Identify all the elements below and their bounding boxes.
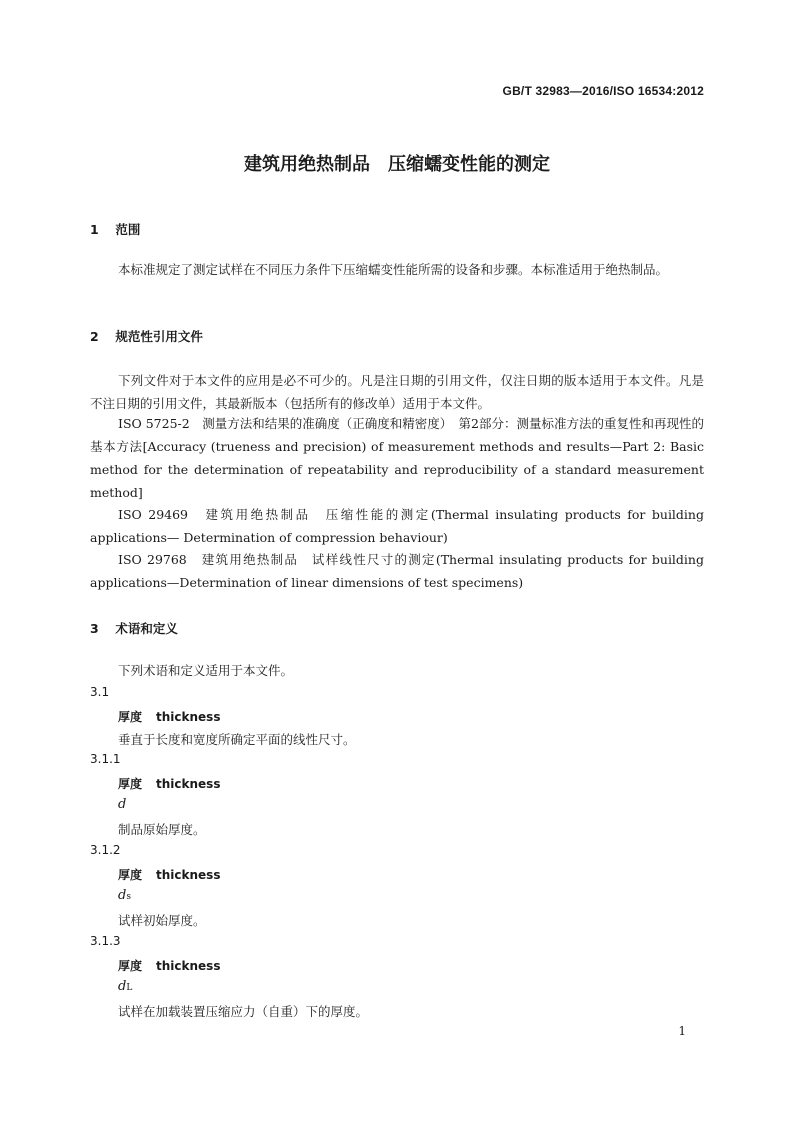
- term-heading: [118, 775, 220, 792]
- clause-number: 3.1.1: [90, 752, 121, 766]
- normative-intro-paragraph: 下列文件对于本文件的应用是必不可少的。凡是注日期的引用文件，仅注日期的版本适用于本文件。凡是不注日期的引用文件，其最新版本（包括所有的修改单）适用于本文件。: [90, 373, 704, 411]
- symbol-subscript: L: [126, 983, 133, 993]
- clause-number: 3.1: [90, 685, 110, 699]
- term-definition: 制品原始厚度。: [118, 822, 206, 837]
- symbol-letter: d: [118, 979, 127, 994]
- section-heading-normative-references: [90, 327, 203, 345]
- reference-iso-5725-2: ISO 5725-2 测量方法和结果的准确度（正确度和精密度） 第2部分：测量标准方法的重复性和再现性的基本方法[Accuracy (trueness and precision) of measurement methods and results—Part 2: Basic method for the determination of repeatability and reproducibility of a standard measurement method]: [90, 416, 704, 500]
- term-chinese: 厚度: [118, 777, 143, 791]
- reference-iso-29768: ISO 29768 建筑用绝热制品 试样线性尺寸的测定(Thermal insulating products for building applications—Determination of linear dimensions of test specimens): [90, 552, 704, 590]
- page-number: 1: [678, 1024, 686, 1038]
- section-number: 2: [90, 329, 99, 344]
- section-title: 范围: [115, 222, 141, 237]
- section-heading-terms-definitions: [90, 619, 178, 637]
- section-title: 术语和定义: [115, 621, 178, 636]
- symbol-letter: d: [118, 797, 127, 812]
- term-english: thickness: [156, 710, 221, 724]
- term-symbol: [118, 797, 126, 812]
- term-heading: [118, 708, 220, 725]
- term-chinese: 厚度: [118, 868, 143, 882]
- symbol-subscript: s: [126, 892, 131, 902]
- document-title: 建筑用绝热制品 压缩蠕变性能的测定: [244, 154, 550, 175]
- terms-intro-paragraph: 下列术语和定义适用于本文件。: [118, 663, 294, 678]
- term-english: thickness: [156, 868, 221, 882]
- term-definition: 试样初始厚度。: [118, 913, 206, 928]
- section-number: 3: [90, 621, 99, 636]
- term-heading: [118, 866, 220, 883]
- standard-code: GB/T 32983—2016/ISO 16534:2012: [502, 84, 704, 98]
- term-heading: [118, 957, 220, 974]
- term-definition: 试样在加载装置压缩应力（自重）下的厚度。: [118, 1004, 369, 1019]
- term-chinese: 厚度: [118, 959, 143, 973]
- term-symbol: [118, 979, 132, 994]
- section-title: 规范性引用文件: [115, 329, 203, 344]
- section-number: 1: [90, 222, 99, 237]
- term-english: thickness: [156, 959, 221, 973]
- scope-paragraph: 本标准规定了测定试样在不同压力条件下压缩蠕变性能所需的设备和步骤。本标准适用于绝热制品。: [118, 262, 669, 277]
- term-definition: 垂直于长度和宽度所确定平面的线性尺寸。: [118, 732, 356, 747]
- symbol-letter: d: [118, 888, 127, 903]
- term-chinese: 厚度: [118, 710, 143, 724]
- term-symbol: [118, 888, 131, 903]
- clause-number: 3.1.3: [90, 934, 121, 948]
- term-english: thickness: [156, 777, 221, 791]
- section-heading-scope: [90, 220, 140, 238]
- clause-number: 3.1.2: [90, 843, 121, 857]
- reference-iso-29469: ISO 29469 建筑用绝热制品 压缩性能的测定(Thermal insulating products for building applications— Determination of compression behaviour): [90, 507, 704, 545]
